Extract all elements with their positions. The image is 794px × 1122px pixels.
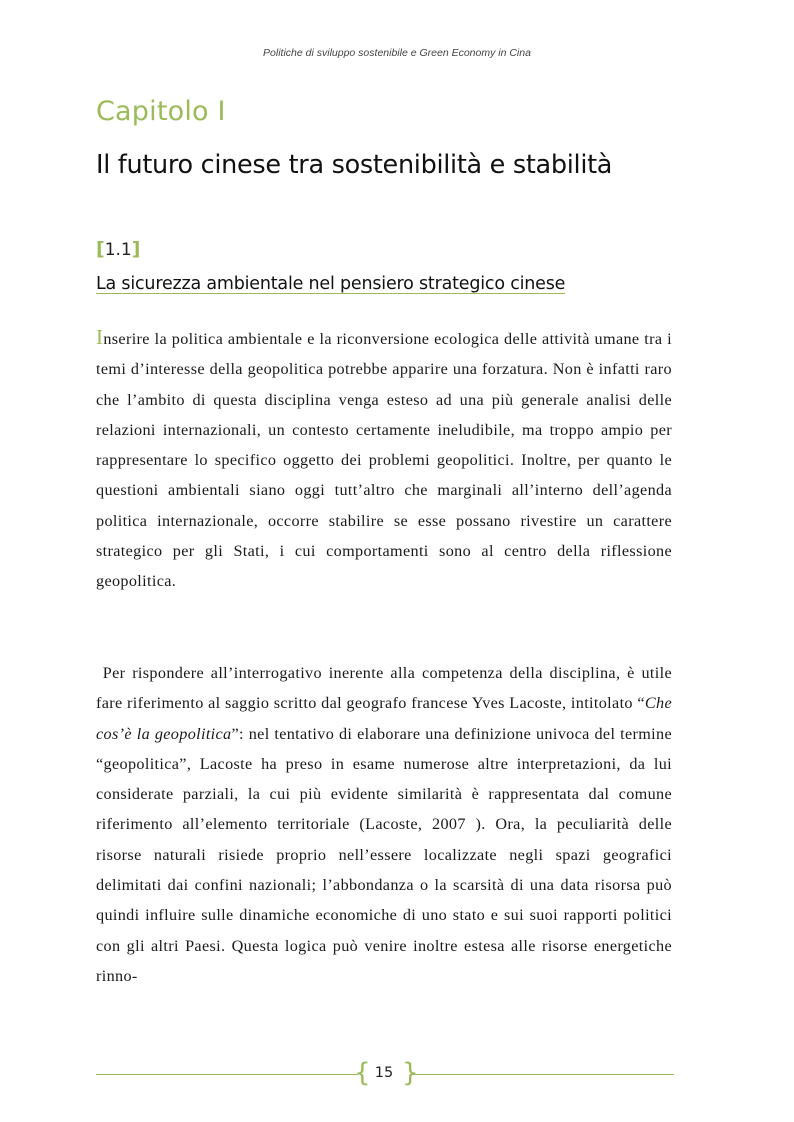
page-footer bbox=[96, 1058, 674, 1092]
footer-rule-left bbox=[96, 1074, 358, 1075]
paragraph-1-text: nserire la politica ambientale e la riconversione ecologica delle attività umane tra i temi d’interesse della geopolitica potrebbe apparire una forzatura. Non è infatti raro che l’ambito di questa disciplina venga esteso ad una più generale analisi delle relazioni internazionali, un contesto certamente ineludibile, ma troppo ampio per rappresentare lo specifico oggetto dei problemi geopolitici. Inoltre, per quanto le questioni ambientali siano oggi tutt’altro che marginali all’interno dell’agenda politica internazionale, occorre stabilire se esse possano rivestire un carattere strategico per gli Stati, i cui comportamenti sono al centro della riflessione geopolitica. bbox=[96, 330, 672, 591]
paragraph-2-book-title: Che cos’è la geopolitica bbox=[96, 694, 672, 743]
body-paragraph-1 bbox=[96, 322, 672, 597]
drop-cap-initial: I bbox=[96, 325, 104, 349]
section-title: La sicurezza ambientale nel pensiero strategico cinese bbox=[96, 274, 566, 294]
footer-brace-open: { bbox=[354, 1058, 371, 1088]
footer-rule-right bbox=[412, 1074, 674, 1075]
chapter-label: Capitolo I bbox=[96, 96, 226, 127]
section-bracket-close: ] bbox=[131, 238, 141, 260]
section-number bbox=[96, 238, 140, 260]
body-paragraph-2 bbox=[96, 658, 672, 991]
section-number-value: 1.1 bbox=[104, 240, 132, 260]
running-header: Politiche di sviluppo sostenibile e Green Economy in Cina bbox=[263, 47, 531, 59]
chapter-title: Il futuro cinese tra sostenibilità e stabilità bbox=[96, 150, 613, 180]
section-bracket-open: [ bbox=[96, 238, 105, 260]
paragraph-2-text-before: Per rispondere all’interrogativo inerente alla competenza della disciplina, è utile fare riferimento al saggio scritto dal geografo francese Yves Lacoste, intitolato “ bbox=[96, 664, 672, 713]
footer-brace-close: } bbox=[402, 1058, 419, 1088]
paragraph-2-text-after: ”: nel tentativo di elaborare una definizione univoca del termine “geopolitica”, Lacoste ha preso in esame numerose altre interpretazioni, da lui considerate parziali, la cui più evidente similarità è rappresentata dal comune riferimento all’elemento territoriale (Lacoste, 2007 ). Ora, la peculiarità delle risorse naturali risiede proprio nell’essere localizzate negli spazi geografici delimitati dai confini nazionali; l’abbondanza o la scarsità di una data risorsa può quindi influire sulle dinamiche economiche di uno stato e sui suoi rapporti politici con gli altri Paesi. Questa logica può venire inoltre estesa alle risorse energetiche rinno- bbox=[96, 724, 672, 985]
page-number: 15 bbox=[374, 1065, 394, 1081]
